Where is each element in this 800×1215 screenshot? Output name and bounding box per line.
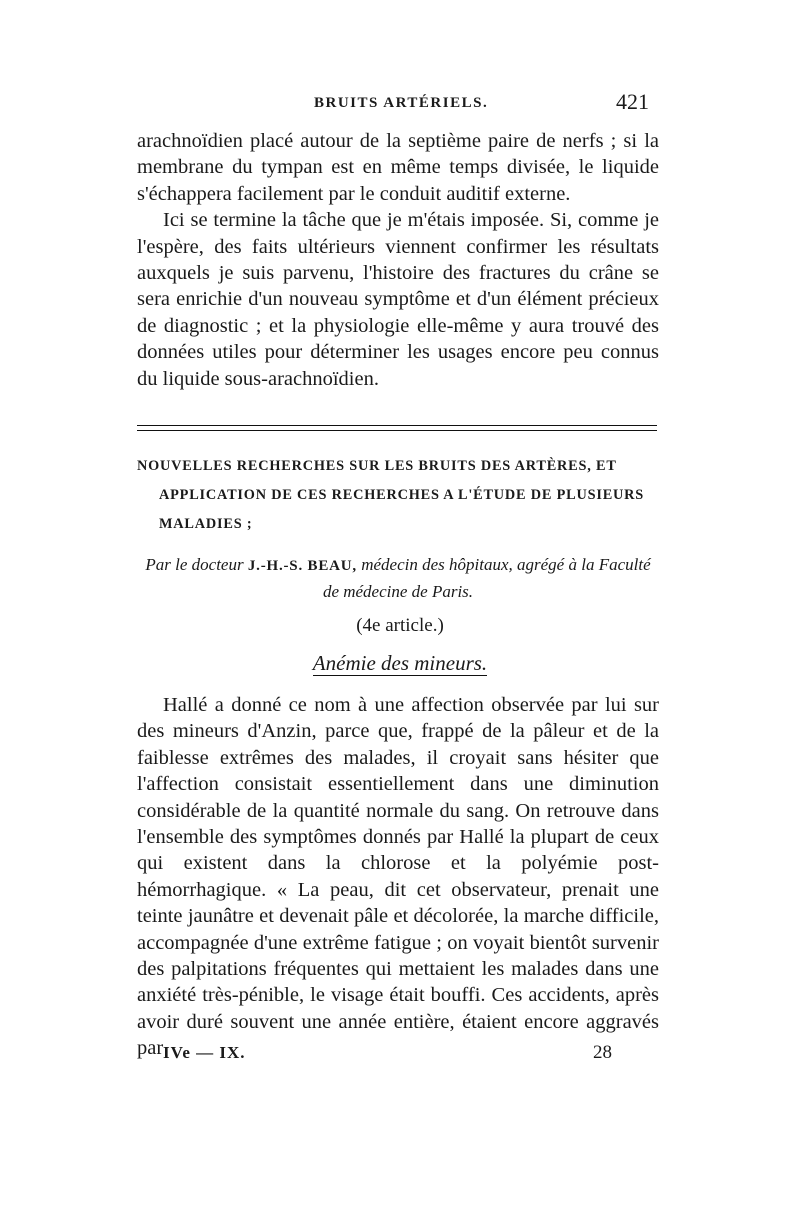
byline: [137, 552, 659, 604]
body-paragraph: Hallé a donné ce nom à une affection observée par lui sur des mineurs d'Anzin, parce que, frappé de la pâleur et de la faiblesse extrêmes des malades, il croyait sans hésiter que l'affection consistait essentiellement dans une diminution considérable de la quantité normale du sang. On retrouve dans l'ensemble des symptômes donnés par Hallé la plupart de ceux qui existent dans la chlorose et la polyémie post-hémorrhagique. « La peau, dit cet observateur, prenait une teinte jaunâtre et devenait pâle et décolorée, la marche difficile, accompagnée d'une extrême fatigue ; on voyait bientôt survenir des palpitations fréquentes qui mettaient les malades dans une anxiété très-pénible, le visage était bouffi. Ces accidents, après avoir duré souvent une année entière, étaient encore aggravés par: [137, 694, 659, 1060]
sheet-number: 28: [593, 1042, 612, 1063]
previous-article-text: [137, 128, 659, 392]
divider-rule: [137, 430, 657, 431]
paragraph: Ici se termine la tâche que je m'étais imposée. Si, comme je l'espère, des faits ultérieurs viennent confirmer les résultats auxquels je suis parvenu, l'histoire des fractures du crâne se sera enrichie d'un nouveau symptôme et d'un élément précieux de diagnostic ; et la physiologie elle-même y aura trouvé des données utiles pour déterminer les usages encore peu connus du liquide sous-arachnoïdien.: [137, 209, 659, 390]
article-title: [137, 452, 659, 539]
author-name: J.-H.-S. BEAU,: [247, 558, 357, 574]
page-number: 421: [616, 89, 649, 114]
article-title-line: MALADIES ;: [159, 516, 253, 532]
section-title-text: Anémie des mineurs.: [312, 651, 488, 675]
article-number: (4e article.): [356, 615, 444, 636]
running-title: BRUITS ARTÉRIELS.: [314, 95, 489, 111]
section-title: [0, 651, 800, 676]
article-title-line: APPLICATION DE CES RECHERCHES A L'ÉTUDE DE PLUSIEURS: [159, 487, 645, 503]
article-title-line: NOUVELLES RECHERCHES SUR LES BRUITS DES ARTÈRES, ET: [137, 458, 617, 474]
byline-suffix: médecin des hôpitaux, agrégé à la Faculté de médecine de Paris.: [322, 555, 651, 601]
divider-rule: [137, 425, 657, 426]
signature-mark: IVe — IX.: [163, 1043, 246, 1062]
byline-prefix: Par le docteur: [145, 555, 248, 574]
paragraph: arachnoïdien placé autour de la septième paire de nerfs ; si la membrane du tympan est en même temps divisée, le liquide s'échappera facilement par le conduit auditif externe.: [137, 130, 659, 205]
